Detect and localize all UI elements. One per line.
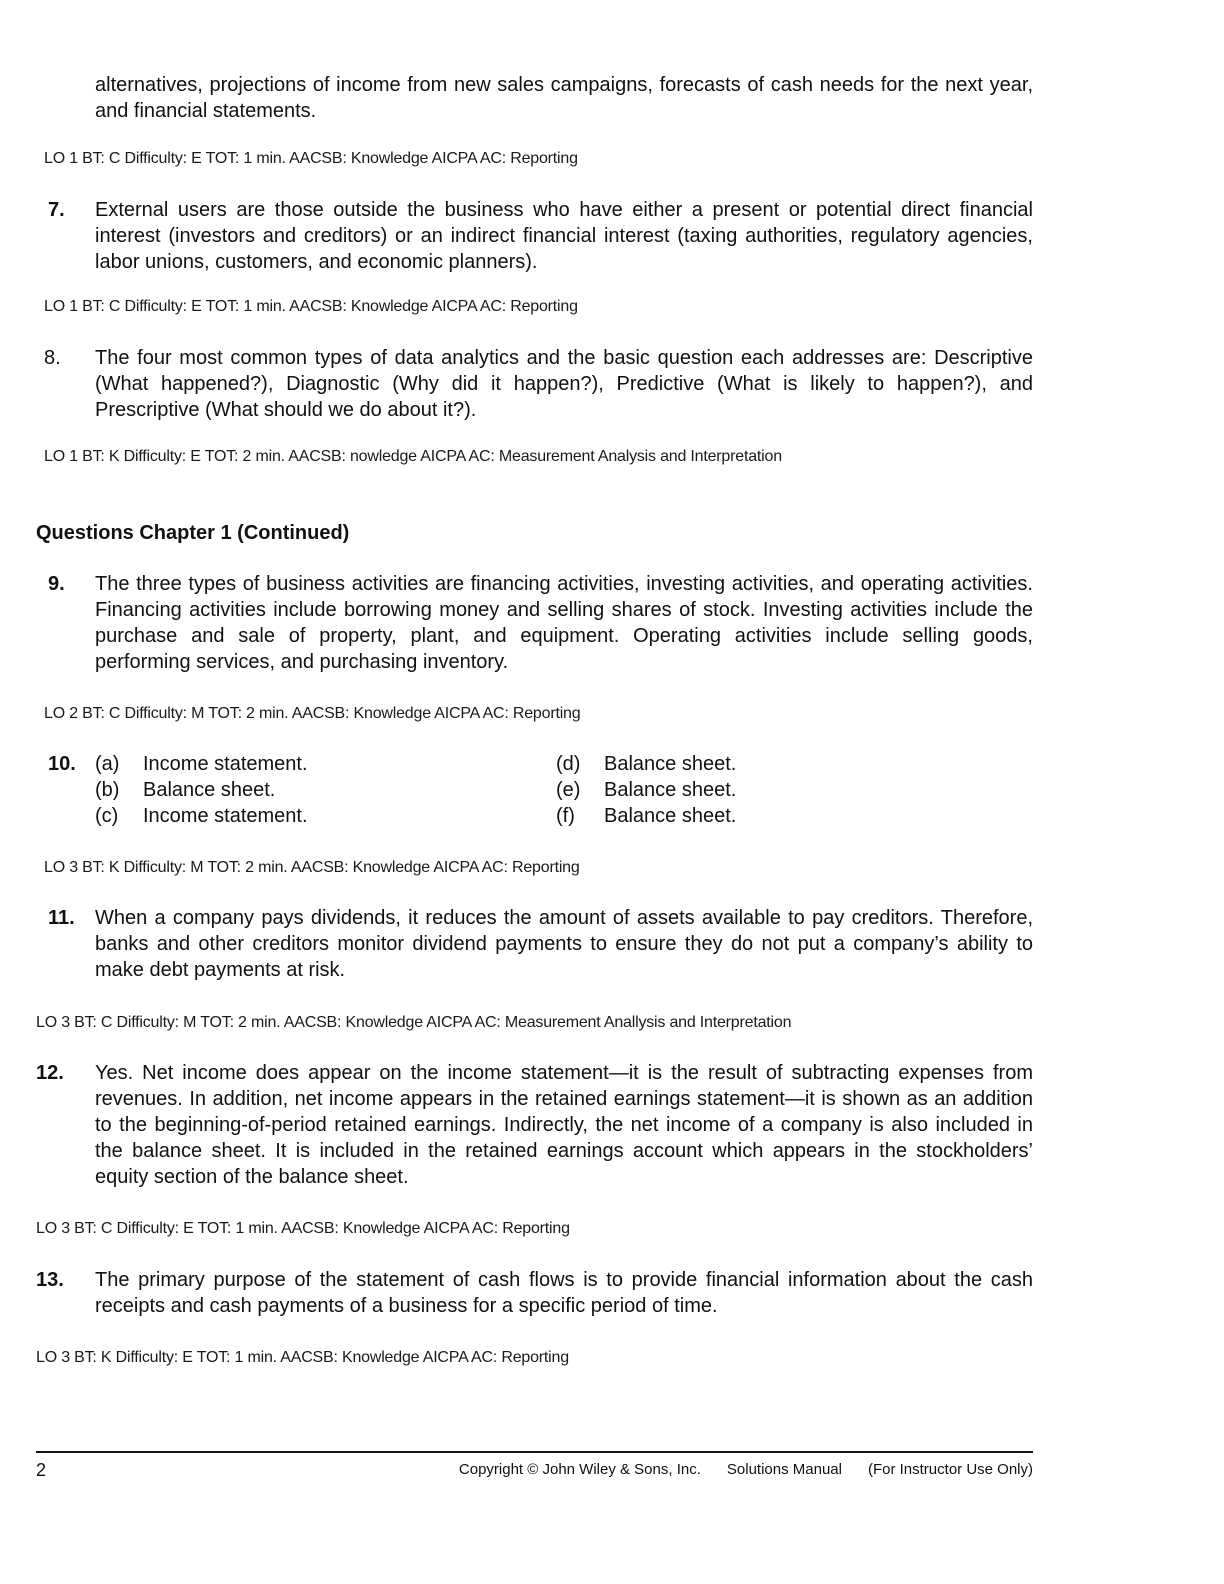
question-8-meta: LO 1 BT: K Difficulty: E TOT: 2 min. AACSB: nowledge AICPA AC: Measurement Analysis and Interpretation xyxy=(44,448,782,465)
answer-text: Balance sheet. xyxy=(604,779,737,801)
question-9-meta: LO 2 BT: C Difficulty: M TOT: 2 min. AACSB: Knowledge AICPA AC: Reporting xyxy=(44,705,581,722)
footer-notice xyxy=(459,1461,1033,1479)
question-10-number: 10. xyxy=(48,753,76,775)
answer-label: (b) xyxy=(95,779,120,801)
answer-text: Balance sheet. xyxy=(604,805,737,827)
question-11-meta: LO 3 BT: C Difficulty: M TOT: 2 min. AACSB: Knowledge AICPA AC: Measurement Anallysis and Interpretation xyxy=(36,1014,792,1031)
answer-row xyxy=(95,803,795,829)
answer-label: (f) xyxy=(556,805,575,827)
question-13-answer: The primary purpose of the statement of cash flows is to provide financial information about the cash receipts and cash payments of a business for a specific period of time. xyxy=(95,1269,1033,1317)
footer-use: (For Instructor Use Only) xyxy=(867,1461,1033,1478)
question-11-answer: When a company pays dividends, it reduces the amount of assets available to pay creditors. Therefore, banks and other creditors monitor dividend payments to ensure they do not put a company’s ability to make debt payments at risk. xyxy=(95,907,1033,981)
question-13-number: 13. xyxy=(36,1269,64,1291)
answer-label: (e) xyxy=(556,779,581,801)
question-13-meta: LO 3 BT: K Difficulty: E TOT: 1 min. AACSB: Knowledge AICPA AC: Reporting xyxy=(36,1349,569,1366)
question-12-number: 12. xyxy=(36,1062,64,1084)
section-heading: Questions Chapter 1 (Continued) xyxy=(36,522,350,544)
footer-manual: Solutions Manual xyxy=(726,1461,842,1478)
answer-text: Balance sheet. xyxy=(604,753,737,775)
question-7-answer: External users are those outside the business who have either a present or potential direct financial interest (investors and creditors) or an indirect financial interest (taxing authorities, regulatory agencies, labor unions, customers, and economic planners). xyxy=(95,199,1033,273)
question-8-answer: The four most common types of data analytics and the basic question each addresses are: Descriptive (What happened?), Diagnostic (Why did it happen?), Predictive (What is likely to happen?), and Prescriptive (What should we do about it?). xyxy=(95,347,1033,421)
answer-row xyxy=(95,751,795,777)
question-7-meta: LO 1 BT: C Difficulty: E TOT: 1 min. AACSB: Knowledge AICPA AC: Reporting xyxy=(44,298,578,315)
answer-text: Income statement. xyxy=(143,805,308,827)
question-12-answer: Yes. Net income does appear on the income statement—it is the result of subtracting expenses from revenues. In addition, net income appears in the retained earnings statement—it is shown as an addition to the beginning-of-period retained earnings. Indirectly, the net income of a company is also included in the balance sheet. It is included in the retained earnings account which appears in the stockholders’ equity section of the balance sheet. xyxy=(95,1062,1033,1188)
answer-label: (d) xyxy=(556,753,581,775)
answer-label: (c) xyxy=(95,805,119,827)
footer-copyright: Copyright © John Wiley & Sons, Inc. xyxy=(458,1461,701,1478)
page-number: 2 xyxy=(36,1460,47,1480)
question-11-number: 11. xyxy=(48,907,75,929)
continuation-meta: LO 1 BT: C Difficulty: E TOT: 1 min. AACSB: Knowledge AICPA AC: Reporting xyxy=(44,150,578,167)
question-8-number: 8. xyxy=(44,347,61,369)
question-12-meta: LO 3 BT: C Difficulty: E TOT: 1 min. AACSB: Knowledge AICPA AC: Reporting xyxy=(36,1220,570,1237)
question-10-answers xyxy=(95,751,795,829)
answer-row xyxy=(95,777,795,803)
question-10-meta: LO 3 BT: K Difficulty: M TOT: 2 min. AACSB: Knowledge AICPA AC: Reporting xyxy=(44,859,580,876)
question-9-answer: The three types of business activities are financing activities, investing activities, and operating activities. Financing activities include borrowing money and selling shares of stock. Investing activities include the purchase and sale of property, plant, and equipment. Operating activities include selling goods, performing services, and purchasing inventory. xyxy=(95,573,1033,673)
question-9-number: 9. xyxy=(48,573,65,595)
question-7-number: 7. xyxy=(48,199,65,221)
continuation-text: alternatives, projections of income from new sales campaigns, forecasts of cash needs for the next year, and financial statements. xyxy=(95,74,1033,122)
answer-text: Balance sheet. xyxy=(143,779,276,801)
answer-text: Income statement. xyxy=(143,753,308,775)
footer-divider xyxy=(36,1451,1033,1453)
answer-label: (a) xyxy=(95,753,120,775)
